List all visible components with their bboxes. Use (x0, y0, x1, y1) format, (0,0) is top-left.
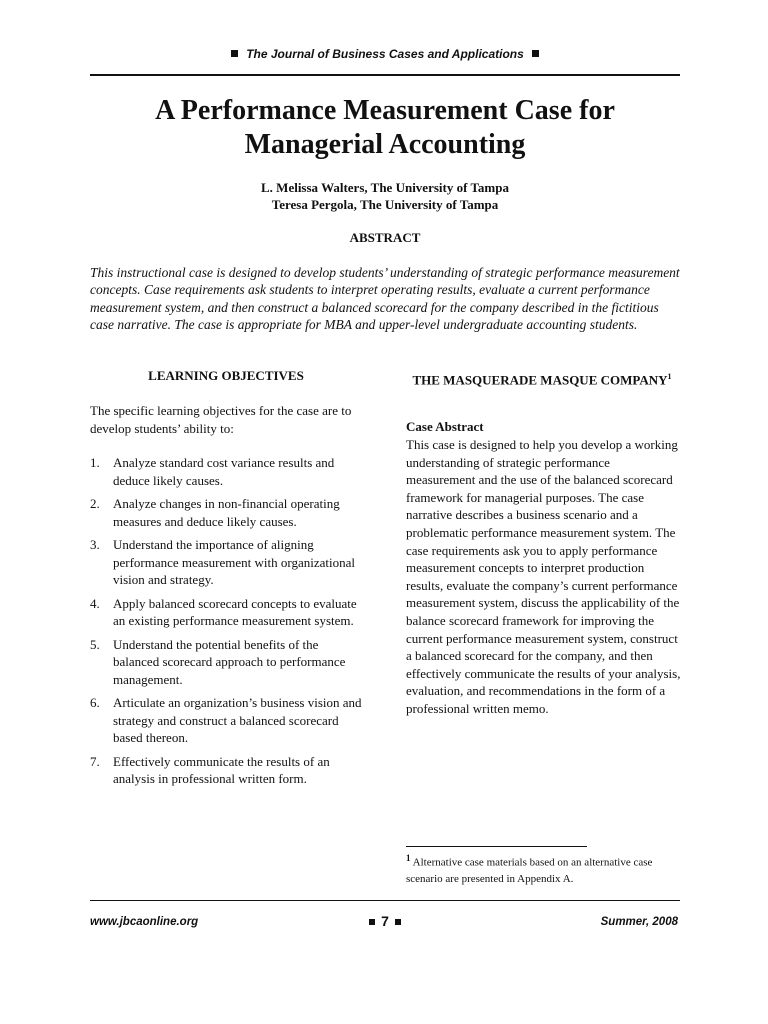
footnote-number: 1 (406, 853, 411, 863)
footnote-text: Alternative case materials based on an alternative case scenario are presented in Appendix A. (406, 856, 653, 885)
square-bullet-icon (395, 919, 401, 925)
square-bullet-icon (231, 50, 238, 57)
learning-objectives-list (90, 454, 362, 794)
footer-rule (90, 900, 680, 901)
footnote-marker: 1 (667, 372, 672, 381)
list-item (90, 753, 362, 788)
author-2: Teresa Pergola, The University of Tampa (271, 197, 499, 212)
header-rule (90, 74, 680, 76)
case-abstract-heading: Case Abstract (406, 419, 484, 434)
list-item-number: 2. (90, 496, 100, 511)
footer-website: www.jbcaonline.org (90, 916, 199, 928)
company-heading-text: THE MASQUERADE MASQUE COMPANY (412, 372, 668, 388)
running-header (90, 47, 680, 61)
case-abstract-text: This case is designed to help you develop a working understanding of strategic performance measurement and the use of the balanced scorecard framework for managerial purposes. The case narrative describes a business scenario and a problematic performance measurement system. The case requirements ask you to apply performance measurement concepts to interpret production results, evaluate the company’s current performance measurement system, discuss the applicability of the balance scorecard framework for improving the current performance measurement system, construct a balanced scorecard for the company, and then effectively communicate the results of your analysis, evaluation, and recommendations in the form of a professional written memo. (406, 437, 681, 716)
list-item (90, 636, 362, 689)
title-line-1: A Performance Measurement Case for (155, 95, 615, 126)
footnote (406, 850, 682, 887)
page-number: 7 (381, 913, 389, 929)
journal-name: The Journal of Business Cases and Applications (246, 47, 524, 61)
list-item (90, 454, 362, 489)
abstract-text: This instructional case is designed to develop students’ understanding of strategic performance measurement concepts. Case requirements ask students to interpret operating results, evaluate a current performance measurement system, and then construct a balanced scorecard for the company described in the fictitious case narrative. The case is appropriate for MBA and upper-level undergraduate accounting students. (90, 265, 680, 332)
list-item-text: Analyze standard cost variance results and deduce likely causes. (113, 455, 335, 488)
footer-page-number (90, 913, 680, 929)
list-item-number: 5. (90, 636, 100, 652)
list-item-text: Understand the importance of aligning performance measurement with organizational vision and strategy. (113, 537, 355, 587)
list-item-text: Understand the potential benefits of the balanced scorecard approach to performance management. (113, 636, 346, 687)
list-item-number: 4. (90, 595, 100, 611)
author-block (90, 179, 680, 213)
list-item-text: Analyze changes in non-financial operating measures and deduce likely causes. (113, 496, 340, 529)
square-bullet-icon (369, 919, 375, 925)
company-heading (406, 368, 678, 389)
abstract-heading: ABSTRACT (349, 230, 421, 245)
list-item (90, 694, 362, 747)
learning-objectives-heading: LEARNING OBJECTIVES (148, 368, 304, 383)
list-item-number: 7. (90, 753, 100, 769)
learning-objectives-intro: The specific learning objectives for the case are to develop students’ ability to: (90, 403, 352, 436)
list-item-number: 3. (90, 537, 100, 552)
list-item-number: 1. (90, 455, 100, 470)
list-item-text: Effectively communicate the results of an analysis in professional written form. (113, 753, 330, 786)
list-item-text: Articulate an organization’s business vision and strategy and construct a balanced scorecard based thereon. (113, 695, 362, 745)
list-item (90, 595, 362, 630)
author-1: L. Melissa Walters, The University of Tampa (261, 180, 509, 195)
list-item-text: Apply balanced scorecard concepts to evaluate an existing performance measurement system. (113, 595, 357, 628)
footer-issue: Summer, 2008 (600, 916, 678, 928)
title-line-2: Managerial Accounting (244, 129, 526, 160)
paper-title (90, 94, 680, 162)
list-item (90, 495, 362, 530)
list-item (90, 536, 362, 589)
footnote-rule (406, 846, 587, 847)
square-bullet-icon (532, 50, 539, 57)
list-item-number: 6. (90, 695, 100, 710)
